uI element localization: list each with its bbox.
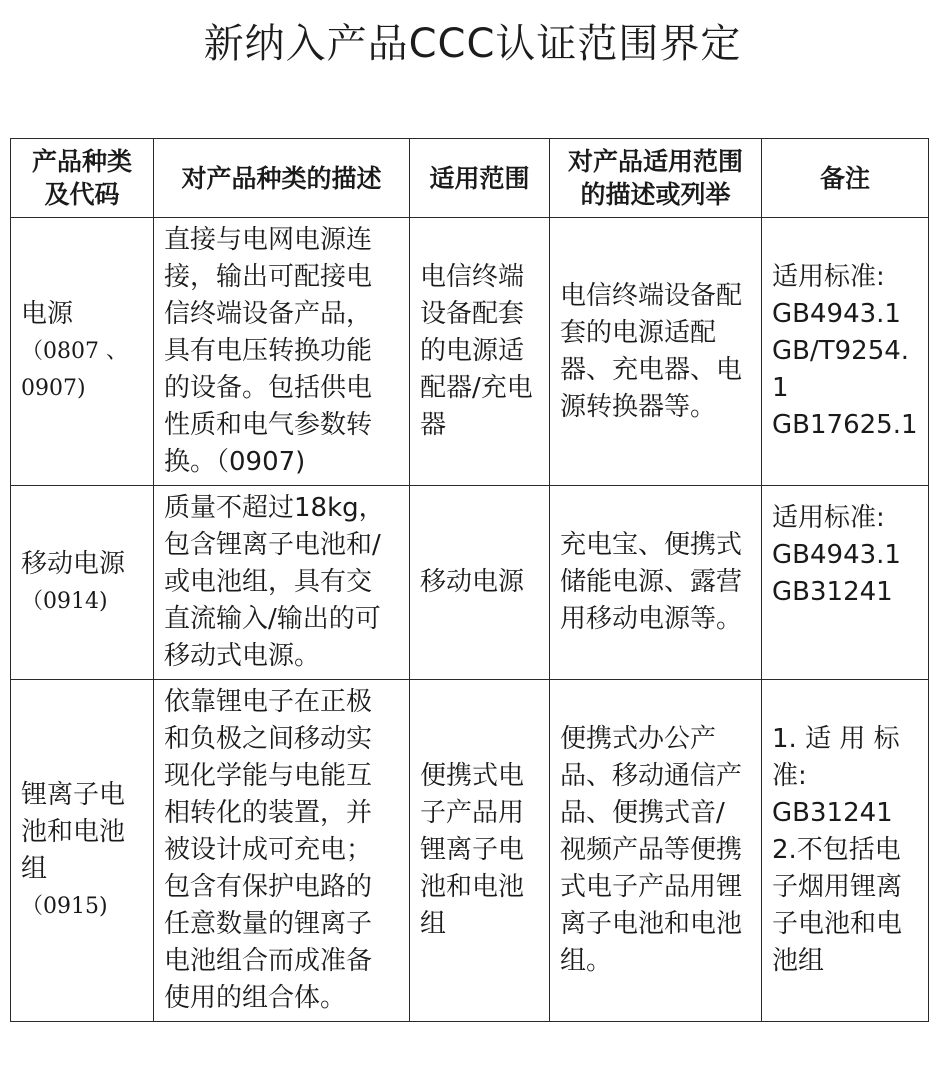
row-notes-cell: 1. 适 用 标 准: GB31241 2.不包括电 子烟用锂离 子电池和电 池组 (762, 680, 929, 1022)
table-row (11, 218, 929, 486)
document-title: 新纳入产品CCC认证范围界定 (203, 21, 742, 67)
row-scope-cell: 便携式电 子产品用 锂离子电 池和电池 组 (410, 680, 550, 1022)
table-row (11, 680, 929, 1022)
row-notes-cell: 适用标准: GB4943.1 GB31241 (762, 486, 929, 680)
row-description-cell: 依靠锂电子在正极 和负极之间移动实 现化学能与电能互 相转化的装置，并 被设计成可充电； 包含有保护电路的 任意数量的锂离子 电池组合而成准备 使用的组合体。 (154, 680, 410, 1022)
category-code: （0807 、 0907) (21, 339, 128, 401)
category-name: 锂离子电 池和电池 组 (21, 779, 126, 884)
row-scope-list-cell: 电信终端设备配 套的电源适配 器、充电器、电 源转换器等。 (550, 218, 762, 486)
header-scope-list: 对产品适用范围 的描述或列举 (550, 139, 762, 218)
ccc-scope-table (10, 138, 929, 1022)
row-scope-list-cell: 便携式办公产 品、移动通信产 品、便携式音/ 视频产品等便携 式电子产品用锂 离子电池和电池 组。 (550, 680, 762, 1022)
table-row (11, 486, 929, 680)
row-category-cell (11, 218, 154, 486)
header-applicable-scope: 适用范围 (410, 139, 550, 218)
header-category-description: 对产品种类的描述 (154, 139, 410, 218)
category-name: 移动电源 (21, 548, 126, 579)
row-scope-cell: 电信终端 设备配套 的电源适 配器/充电 器 (410, 218, 550, 486)
header-category-code: 产品种类 及代码 (11, 139, 154, 218)
category-code: （0914) (21, 588, 108, 614)
category-code: （0915) (21, 893, 108, 919)
row-notes-cell: 适用标准: GB4943.1 GB/T9254. 1 GB17625.1 (762, 218, 929, 486)
category-name: 电源 (21, 299, 74, 329)
row-description-cell: 直接与电网电源连 接，输出可配接电 信终端设备产品， 具有电压转换功能 的设备。包括供电 性质和电气参数转 换。（0907) (154, 218, 410, 486)
header-notes: 备注 (762, 139, 929, 218)
row-scope-list-cell: 充电宝、便携式 储能电源、露营 用移动电源等。 (550, 486, 762, 680)
table-header-row (11, 139, 929, 218)
row-category-cell (11, 680, 154, 1022)
row-description-cell: 质量不超过18kg， 包含锂离子电池和/ 或电池组，具有交 直流输入/输出的可 移动式电源。 (154, 486, 410, 680)
row-scope-cell: 移动电源 (410, 486, 550, 680)
row-category-cell (11, 486, 154, 680)
